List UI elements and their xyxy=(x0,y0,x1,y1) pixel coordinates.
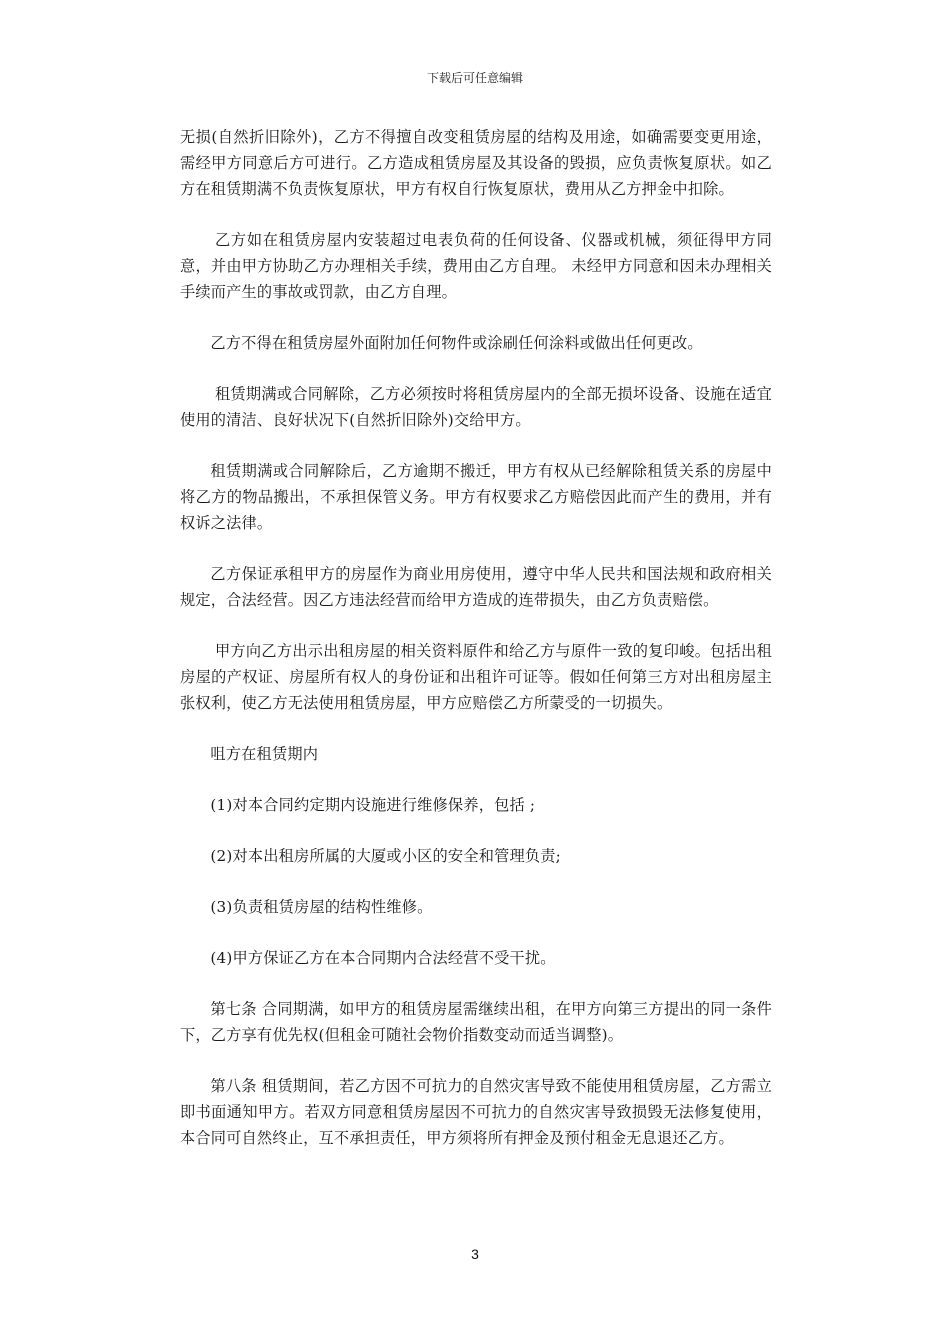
list-item-structural-repair: (3)负责租赁房屋的结构性维修。 xyxy=(210,898,433,916)
paragraph-restore-condition: 无损(自然折旧除外)，乙方不得擅自改变租赁房屋的结构及用途，如确需要变更用途，需经甲方同意后方可进行。乙方造成租赁房屋及其设备的毁损，应负责恢复原状。如乙方在租赁期满不负责恢复原状，甲方有权自行恢复原状，费用从乙方押金中扣除。 xyxy=(180,128,772,198)
list-item-no-interference: (4)甲方保证乙方在本合同期内合法经营不受干扰。 xyxy=(210,949,556,967)
paragraph-return-on-expiry: 租赁期满或合同解除，乙方必须按时将租赁房屋内的全部无损坏设备、设施在适宜使用的清洁、良好状况下(自然折旧除外)交给甲方。 xyxy=(180,385,772,429)
paragraph-landlord-documents: 甲方向乙方出示出租房屋的相关资料原件和给乙方与原件一致的复印峻。包括出租房屋的产权证、房屋所有权人的身份证和出租许可证等。假如任何第三方对出租房屋主张权利，使乙方无法使用租赁房屋，甲方应赔偿乙方所蒙受的一切损失。 xyxy=(180,642,772,712)
paragraph-equipment-installation: 乙方如在租赁房屋内安装超过电表负荷的任何设备、仪器或机械，须征得甲方同意，并由甲方协助乙方办理相关手续，费用由乙方自理。 未经甲方同意和因未办理相关手续而产生的事故或罚款，由乙方自理。 xyxy=(180,231,772,301)
page-number: 3 xyxy=(471,1246,479,1262)
paragraph-commercial-use: 乙方保证承租甲方的房屋作为商业用房使用，遵守中华人民共和国法规和政府相关规定，合法经营。因乙方违法经营而给甲方造成的连带损失，由乙方负责赔偿。 xyxy=(180,565,772,609)
list-item-maintenance: (1)对本合同约定期内设施进行维修保养，包括 ; xyxy=(210,796,536,814)
paragraph-landlord-duties-heading: 咀方在租赁期内 xyxy=(210,745,319,763)
paragraph-overdue-move-out: 租赁期满或合同解除后，乙方逾期不搬迁，甲方有权从已经解除租赁关系的房屋中将乙方的物品搬出，不承担保管义务。甲方有权要求乙方赔偿因此而产生的费用，并有权诉之法律。 xyxy=(180,462,772,532)
document-body xyxy=(180,124,772,1151)
article-seven: 第七条 合同期满，如甲方的租赁房屋需继续出租，在甲方向第三方提出的同一条件下，乙方享有优先权(但租金可随社会物价指数变动而适当调整)。 xyxy=(180,1000,772,1044)
list-item-security: (2)对本出租房所属的大厦或小区的安全和管理负责; xyxy=(210,847,561,865)
paragraph-no-exterior-changes: 乙方不得在租赁房屋外面附加任何物件或涂刷任何涂料或做出任何更改。 xyxy=(210,334,703,352)
article-eight: 第八条 租赁期间，若乙方因不可抗力的自然灾害导致不能使用租赁房屋，乙方需立即书面通知甲方。若双方同意租赁房屋因不可抗力的自然灾害导致损毁无法修复使用，本合同可自然终止，互不承担责任，甲方须将所有押金及预付租金无息退还乙方。 xyxy=(180,1077,772,1147)
page-header: 下载后可任意编辑 xyxy=(426,71,523,85)
